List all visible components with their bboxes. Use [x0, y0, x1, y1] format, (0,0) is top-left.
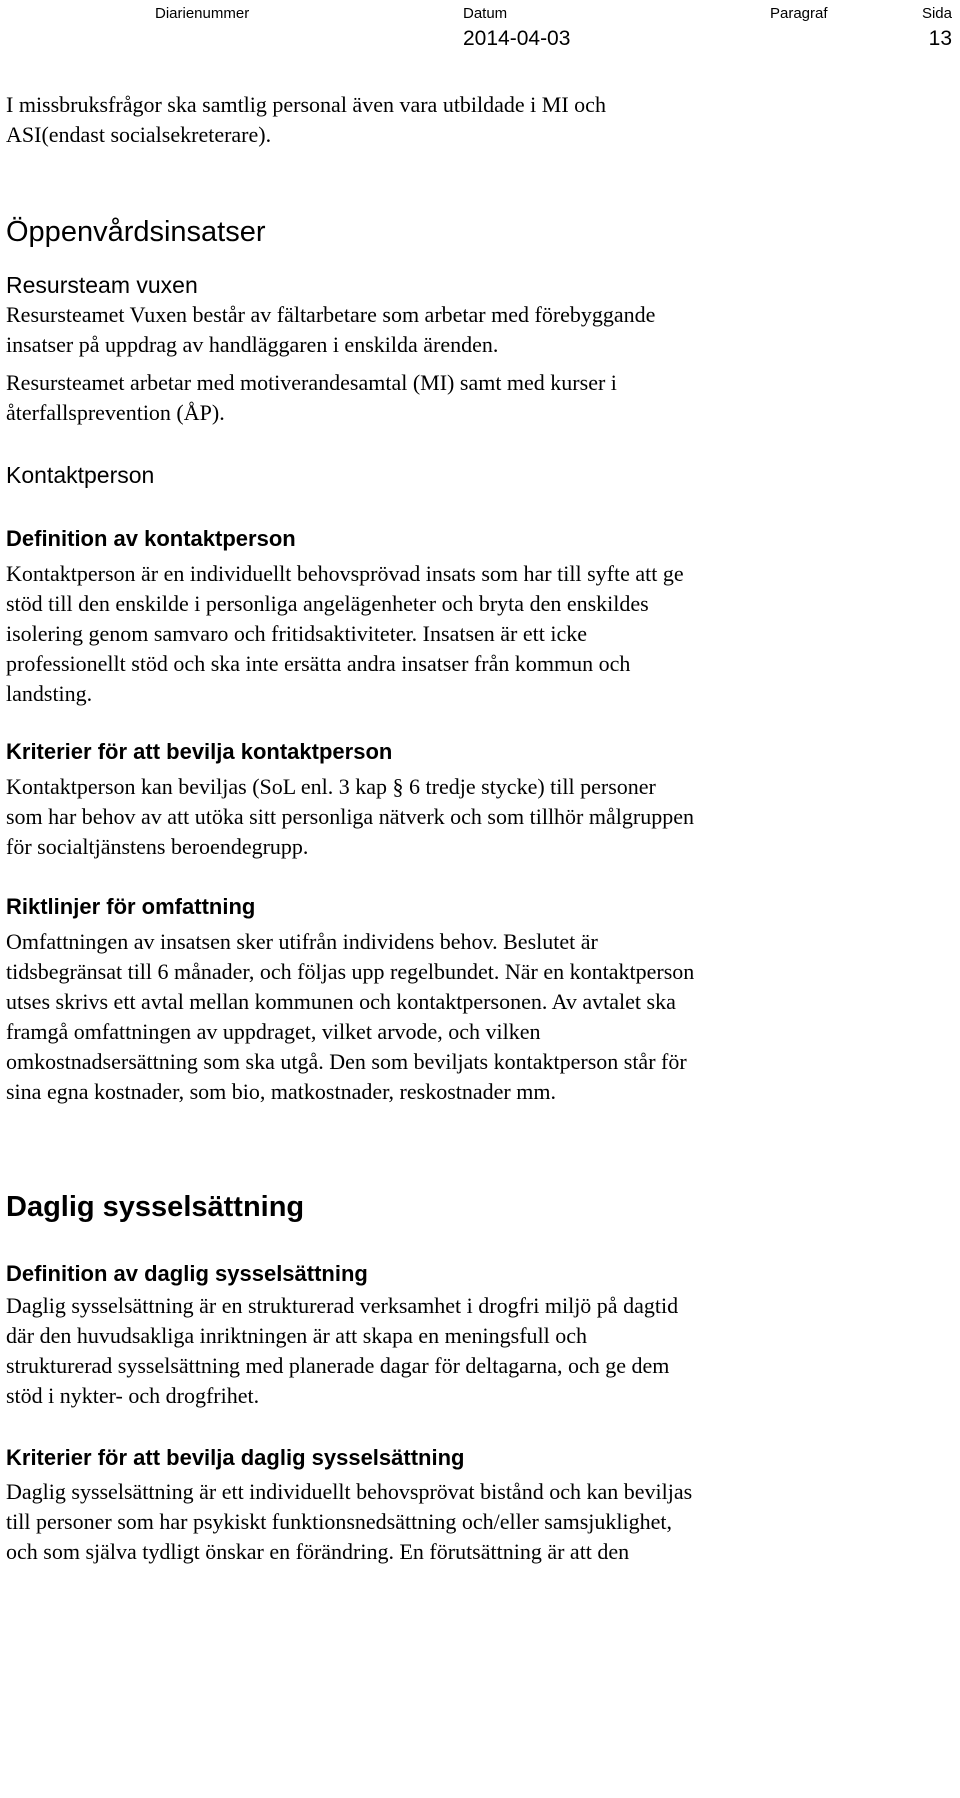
text-line: framgå omfattningen av uppdraget, vilket arvode, och vilken	[6, 1019, 541, 1044]
text-line: där den huvudsakliga inriktningen är att skapa en meningsfull och	[6, 1323, 588, 1348]
text-line: professionellt stöd och ska inte ersätta andra insatser från kommun och	[6, 651, 631, 676]
resursteam-paragraph-2	[6, 368, 954, 428]
subheading-definition-daglig: Definition av daglig sysselsättning	[6, 1261, 368, 1286]
text-line: Daglig sysselsättning är ett individuellt behovsprövat bistånd och kan beviljas	[6, 1479, 693, 1504]
header-sida	[922, 4, 952, 52]
kriterier-daglig-paragraph	[6, 1477, 954, 1567]
text-line: strukturerad sysselsättning med planerade dagar för deltagarna, och ge dem	[6, 1353, 670, 1378]
subheading-definition-kontaktperson: Definition av kontaktperson	[6, 526, 296, 551]
sida-value: 13	[928, 27, 952, 50]
text-line: isolering genom samvaro och fritidsaktiviteter. Insatsen är ett icke	[6, 621, 587, 646]
riktlinjer-paragraph	[6, 927, 954, 1107]
page-header	[0, 0, 960, 60]
text-line: till personer som har psykiskt funktionsnedsättning och/eller samsjuklighet,	[6, 1509, 673, 1534]
header-datum	[463, 4, 570, 52]
section-heading-oppenvard: Öppenvårdsinsatser	[6, 216, 266, 248]
subheading-kriterier-daglig: Kriterier för att bevilja daglig sysselsättning	[6, 1445, 465, 1470]
intro-line: I missbruksfrågor ska samtlig personal även vara utbildade i MI och	[6, 92, 606, 117]
text-line: utses skrivs ett avtal mellan kommunen och kontaktpersonen. Av avtalet ska	[6, 989, 676, 1014]
header-paragraf	[770, 4, 828, 24]
text-line: för socialtjänstens beroendegrupp.	[6, 834, 309, 859]
text-line: Resursteamet arbetar med motiverandesamtal (MI) samt med kurser i	[6, 370, 617, 395]
datum-value: 2014-04-03	[463, 27, 571, 50]
intro-paragraph	[6, 90, 954, 150]
text-line: Kontaktperson är en individuellt behovsprövad insats som har till syfte att ge	[6, 561, 684, 586]
diarienummer-label: Diarienummer	[155, 5, 250, 22]
text-line: insatser på uppdrag av handläggaren i enskilda ärenden.	[6, 332, 499, 357]
text-line: tidsbegränsat till 6 månader, och följas upp regelbundet. När en kontaktperson	[6, 959, 695, 984]
intro-line: ASI(endast socialsekreterare).	[6, 122, 272, 147]
text-line: Daglig sysselsättning är en strukturerad verksamhet i drogfri miljö på dagtid	[6, 1293, 679, 1318]
resursteam-paragraph-1	[6, 300, 954, 360]
datum-label: Datum	[463, 5, 508, 22]
header-diarienummer	[155, 4, 249, 24]
section-heading-kontaktperson: Kontaktperson	[6, 462, 155, 488]
text-line: som har behov av att utöka sitt personliga nätverk och som tillhör målgruppen	[6, 804, 694, 829]
text-line: och som själva tydligt önskar en förändring. En förutsättning är att den	[6, 1539, 630, 1564]
definition-daglig-paragraph	[6, 1291, 954, 1411]
subheading-resursteam: Resursteam vuxen	[6, 272, 198, 298]
text-line: sina egna kostnader, som bio, matkostnader, reskostnader mm.	[6, 1079, 556, 1104]
text-line: landsting.	[6, 681, 93, 706]
kriterier-kontaktperson-paragraph	[6, 772, 954, 862]
text-line: stöd i nykter- och drogfrihet.	[6, 1383, 260, 1408]
definition-kontaktperson-paragraph	[6, 559, 954, 709]
text-line: stöd till den enskilde i personliga angelägenheter och bryta den enskildes	[6, 591, 649, 616]
text-line: Omfattningen av insatsen sker utifrån individens behov. Beslutet är	[6, 929, 598, 954]
document-body	[6, 90, 954, 1567]
text-line: omkostnadsersättning som ska utgå. Den som beviljats kontaktperson står för	[6, 1049, 687, 1074]
text-line: Kontaktperson kan beviljas (SoL enl. 3 kap § 6 tredje stycke) till personer	[6, 774, 656, 799]
subheading-riktlinjer-omfattning: Riktlinjer för omfattning	[6, 894, 256, 919]
section-heading-daglig: Daglig sysselsättning	[6, 1191, 305, 1223]
text-line: Resursteamet Vuxen består av fältarbetare som arbetar med förebyggande	[6, 302, 656, 327]
sida-label: Sida	[921, 5, 952, 22]
text-line: återfallsprevention (ÅP).	[6, 400, 225, 425]
subheading-kriterier-kontaktperson: Kriterier för att bevilja kontaktperson	[6, 739, 393, 764]
paragraf-label: Paragraf	[770, 5, 828, 22]
